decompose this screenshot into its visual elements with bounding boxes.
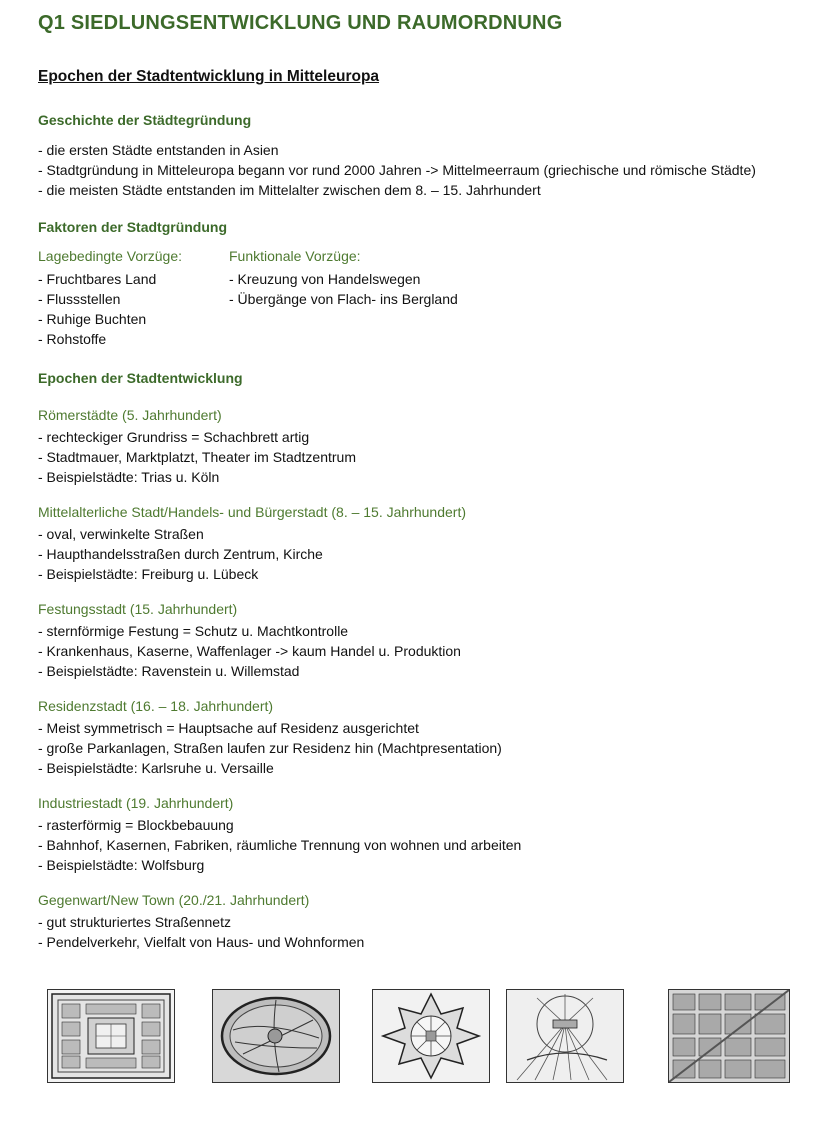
heading-geschichte: Geschichte der Städtegründung xyxy=(38,112,252,128)
list-item: - die meisten Städte entstanden im Mittelalter zwischen dem 8. – 15. Jahrhundert xyxy=(38,182,541,198)
lage-label: Lagebedingte Vorzüge: xyxy=(38,248,183,264)
fortress-city-plan-image xyxy=(372,989,490,1083)
list-item: - oval, verwinkelte Straßen xyxy=(38,526,204,542)
list-item: - Stadtgründung in Mitteleuropa begann vor rund 2000 Jahren -> Mittelmeerraum (griechische und römische Städte) xyxy=(38,162,756,178)
lage-list xyxy=(38,269,182,349)
epoch-title-mittelalter: Mittelalterliche Stadt/Handels- und Bürgerstadt (8. – 15. Jahrhundert) xyxy=(38,504,467,520)
list-item: - Beispielstädte: Freiburg u. Lübeck xyxy=(38,566,259,582)
list-item: - Bahnhof, Kasernen, Fabriken, räumliche Trennung von wohnen und arbeiten xyxy=(38,837,522,853)
section-subtitle: Epochen der Stadtentwicklung in Mitteleuropa xyxy=(38,68,380,85)
list-item: - Beispielstädte: Wolfsburg xyxy=(38,857,205,873)
list-item: - Übergänge von Flach- ins Bergland xyxy=(229,291,458,307)
list-item: - Kreuzung von Handelswegen xyxy=(229,271,421,287)
epoch-title-roemer: Römerstädte (5. Jahrhundert) xyxy=(38,407,222,423)
epoch-title-festung: Festungsstadt (15. Jahrhundert) xyxy=(38,601,238,617)
epoch-list-industrie xyxy=(38,815,521,875)
epoch-list-gegenwart xyxy=(38,912,364,952)
list-item: - Rohstoffe xyxy=(38,331,107,347)
funktional-column xyxy=(229,246,458,309)
list-item: - Krankenhaus, Kaserne, Waffenlager -> kaum Handel u. Produktion xyxy=(38,643,461,659)
list-item: - Pendelverkehr, Vielfalt von Haus- und Wohnformen xyxy=(38,934,365,950)
list-item: - Beispielstädte: Karlsruhe u. Versaille xyxy=(38,760,274,776)
funktional-list xyxy=(229,269,458,309)
epoch-list-festung xyxy=(38,621,461,681)
epoch-list-roemer xyxy=(38,427,356,487)
page-title: Q1 SIEDLUNGSENTWICKLUNG UND RAUMORDNUNG xyxy=(38,12,563,34)
list-item: - gut strukturiertes Straßennetz xyxy=(38,914,231,930)
list-item: - rechteckiger Grundriss = Schachbrett artig xyxy=(38,429,310,445)
list-item: - große Parkanlagen, Straßen laufen zur Residenz hin (Machtpresentation) xyxy=(38,740,502,756)
epoch-list-residenz xyxy=(38,718,502,778)
list-item: - Fruchtbares Land xyxy=(38,271,157,287)
roman-grid-drawing xyxy=(48,990,174,1082)
star-fortress-drawing xyxy=(373,990,489,1082)
list-item: - sternförmige Festung = Schutz u. Machtkontrolle xyxy=(38,623,349,639)
city-plan-figures xyxy=(38,989,798,1083)
list-item: - Flussstellen xyxy=(38,291,121,307)
roman-city-plan-image xyxy=(47,989,175,1083)
industrial-grid-drawing xyxy=(669,990,789,1082)
epoch-title-industrie: Industriestadt (19. Jahrhundert) xyxy=(38,795,234,811)
list-item: - die ersten Städte entstanden in Asien xyxy=(38,142,279,158)
list-item: - Meist symmetrisch = Hauptsache auf Residenz ausgerichtet xyxy=(38,720,419,736)
epoch-list-mittelalter xyxy=(38,524,323,584)
list-item: - Stadtmauer, Marktplatzt, Theater im Stadtzentrum xyxy=(38,449,356,465)
list-item: - Beispielstädte: Trias u. Köln xyxy=(38,469,220,485)
epoch-title-residenz: Residenzstadt (16. – 18. Jahrhundert) xyxy=(38,698,274,714)
medieval-city-plan-image xyxy=(212,989,340,1083)
list-item: - rasterförmig = Blockbebauung xyxy=(38,817,234,833)
funktional-label: Funktionale Vorzüge: xyxy=(229,248,361,264)
list-item: - Beispielstädte: Ravenstein u. Willemstad xyxy=(38,663,300,679)
heading-epochen: Epochen der Stadtentwicklung xyxy=(38,370,243,386)
lage-column xyxy=(38,246,182,349)
medieval-oval-drawing xyxy=(213,990,339,1082)
geschichte-list xyxy=(38,140,756,200)
residence-city-plan-image xyxy=(506,989,624,1083)
heading-faktoren: Faktoren der Stadtgründung xyxy=(38,219,227,235)
list-item: - Ruhige Buchten xyxy=(38,311,147,327)
residence-radial-drawing xyxy=(507,990,623,1082)
list-item: - Haupthandelsstraßen durch Zentrum, Kirche xyxy=(38,546,323,562)
industrial-city-plan-image xyxy=(668,989,790,1083)
epoch-title-gegenwart: Gegenwart/New Town (20./21. Jahrhundert) xyxy=(38,892,310,908)
